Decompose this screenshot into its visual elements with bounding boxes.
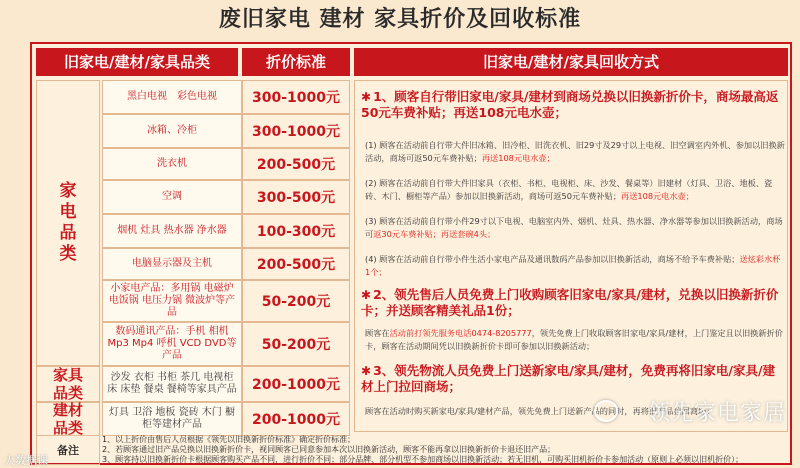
table-row-price: 50-200元 xyxy=(242,322,350,366)
method-2-heading: ✱ 2、领先售后人员免费上门收购顾客旧家电/家具/建材，兑换以旧换新折价卡；并送顾客精美礼品1份； xyxy=(361,287,779,318)
method-1-detail-3: (3) 顾客在活动前自行带小件29寸以下电视、电脑室内外、烟机、灶具、热水器、净水器等参加以旧换新活动，商场可返30元车费补贴；再送套碗4头； xyxy=(365,216,783,239)
table-row-price: 200-500元 xyxy=(242,148,350,180)
table-row-price: 100-300元 xyxy=(242,214,350,248)
table-row-item: 空调 xyxy=(102,180,242,214)
group-building: 建材品类 xyxy=(36,402,100,436)
header-category: 旧家电/建材/家具品类 xyxy=(36,48,238,76)
table-row-price: 300-500元 xyxy=(242,180,350,214)
header-method: 旧家电/建材/家具回收方式 xyxy=(354,48,788,76)
watermark-secondary: 大数据课 xyxy=(4,454,48,467)
notes-label: 备注 xyxy=(36,435,100,465)
table-row-item: 小家电产品：多用锅 电磁炉 电饭锅 电压力锅 微波炉等产品 xyxy=(102,280,242,322)
method-3-detail: 顾客在活动时购买新家电/家具/建材产品，领先免费上门送新产品的同时，再将旧产品拉回商场； xyxy=(365,406,715,416)
table-row-price: 200-500元 xyxy=(242,248,350,280)
star-icon: ✱ xyxy=(361,288,372,302)
table-row-item: 冰箱、冷柜 xyxy=(102,114,242,148)
table-row-price: 50-200元 xyxy=(242,280,350,322)
method-1-heading: ✱ 1、顾客自行带旧家电/家具/建材到商场兑换以旧换新折价卡，商场最高返50元车费补贴；再送108元电水壶； xyxy=(361,89,779,120)
header-price: 折价标准 xyxy=(242,48,350,76)
table-row-item: 数码通讯产品：手机 相机 Mp3 Mp4 呼机 VCD DVD等产品 xyxy=(102,322,242,366)
table-row-price: 200-1000元 xyxy=(242,366,350,402)
method-1-detail-1: (1) 顾客在活动前自行带大件旧冰箱、旧冷柜、旧洗衣机、旧29寸及29寸以上电视、旧空调室内外机、参加以旧换新活动，商场可返50元车费补贴；再送108元电水壶； xyxy=(365,140,785,163)
table-row-item: 洗衣机 xyxy=(102,148,242,180)
table-row-item: 黑白电视 彩色电视 xyxy=(102,80,242,114)
table-row-item: 电脑显示器及主机 xyxy=(102,248,242,280)
notes-text xyxy=(102,435,788,465)
method-1-detail-4: (4) 顾客在活动前自行带小件生活小家电产品及通讯数码产品参加以旧换新活动，商场不给予车费补贴；送炫彩水杯1个； xyxy=(365,254,781,277)
table-row-item: 烟机 灶具 热水器 净水器 xyxy=(102,214,242,248)
method-1-detail-2: (2) 顾客在活动前自行带大件旧家具（衣柜、书柜、电视柜、床、沙发、餐桌等）旧建材（灯具、卫浴、地板、瓷砖、木门、橱柜等产品）参加以旧换新活动，商场可返50元车费补贴；再送108元电水壶； xyxy=(365,178,773,201)
group-appliance: 家电品类 xyxy=(36,80,100,366)
wechat-logo-icon xyxy=(594,400,618,422)
star-icon: ✱ xyxy=(361,364,372,378)
page-title: 废旧家电 建材 家具折价及回收标准 xyxy=(218,7,582,32)
note-1: 1、以上折价由售后人员根据《领先以旧换新折价标准》确定折价标准； xyxy=(102,435,356,444)
table-row-item: 灯具 卫浴 地板 瓷砖 木门 橱柜等建材产品 xyxy=(102,402,242,436)
table-row-item: 沙发 衣柜 书柜 茶几 电视柜 床 床垫 餐桌 餐椅等家具产品 xyxy=(102,366,242,402)
star-icon: ✱ xyxy=(361,90,372,104)
method-2-detail: 顾客在活动前打领先服务电话0474-8205777，领先免费上门收取顾客旧家电/家具/建材，上门鉴定且以旧换新折价卡，顾客在活动期间凭以旧换新折价卡即可参加以旧换新活动； xyxy=(365,328,783,351)
table-row-price: 300-1000元 xyxy=(242,114,350,148)
table-row-price: 200-1000元 xyxy=(242,402,350,436)
method-3-heading: ✱ 3、领先物流人员免费上门送新家电/家具/建材，免费再将旧家电/家具/建材上门拉回商场； xyxy=(361,363,776,394)
method-column xyxy=(354,80,788,432)
group-furniture: 家具品类 xyxy=(36,366,100,402)
note-2: 2、若顾客通过旧产品兑换以旧换新折价卡，视同顾客已同意参加本次以旧换新活动，顾客不能再拿以旧换新折价卡退还旧产品； xyxy=(102,445,556,454)
watermark: 领先家电家居 xyxy=(647,401,786,426)
note-3: 3、顾客持以旧换新折价卡根据顾客购买产品不同，进行折价不同；部分品牌、部分机型不参加商场以旧换新活动；若无旧机，可购买旧机折价卡参加活动（原则上必须以旧机折价）； xyxy=(102,455,744,464)
table-row-price: 300-1000元 xyxy=(242,80,350,114)
